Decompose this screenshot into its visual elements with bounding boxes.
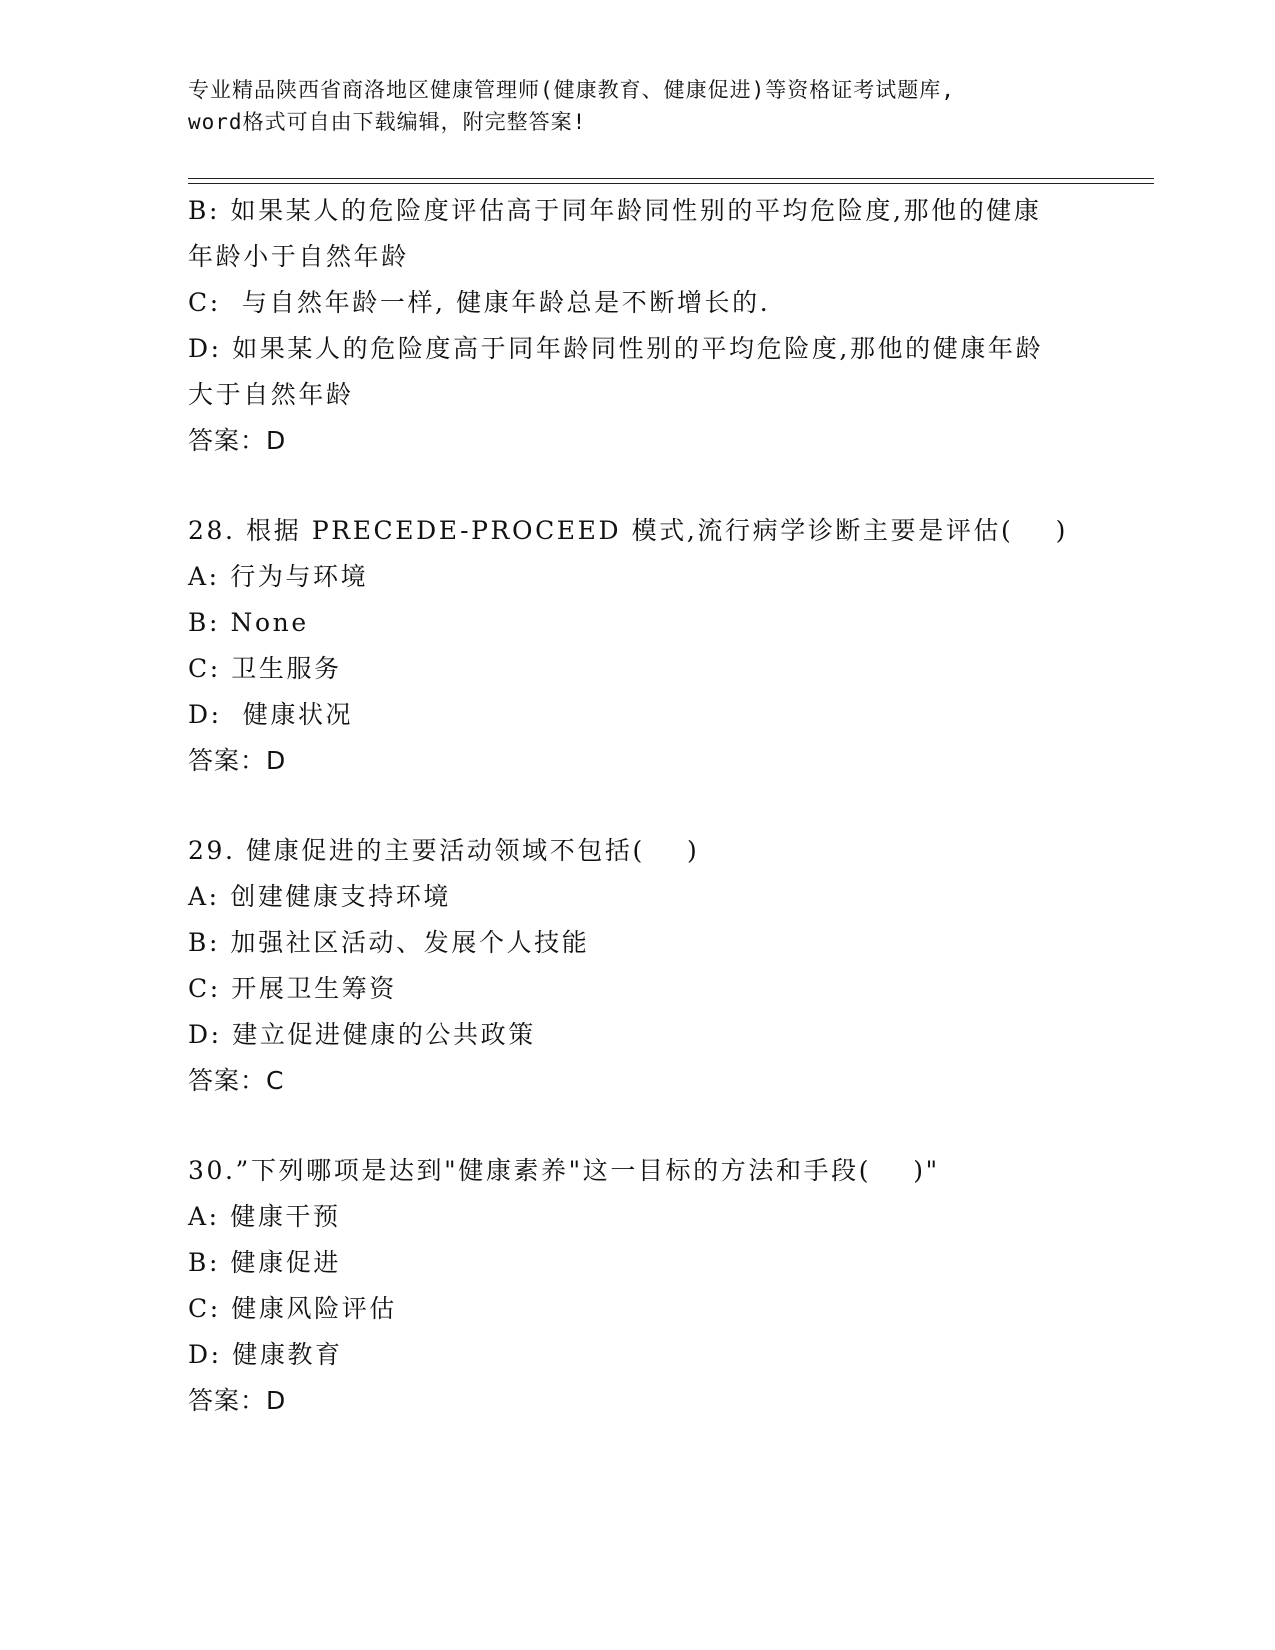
option-a: A: 健康干预 — [188, 1202, 341, 1231]
option-c: C: 健康风险评估 — [188, 1294, 397, 1323]
header-line-1: 专业精品陕西省商洛地区健康管理师(健康教育、健康促进)等资格证考试题库, — [188, 78, 955, 102]
header-divider-top — [188, 178, 1154, 179]
header-divider-bottom — [188, 183, 1154, 184]
question-block — [188, 508, 1154, 784]
answer-label: 答案：C — [188, 1066, 285, 1095]
option-d: D: 如果某人的危险度高于同年龄同性别的平均危险度,那他的健康年龄大于自然年龄 — [188, 334, 1044, 409]
answer-label: 答案：D — [188, 746, 287, 775]
option-d: D: 健康教育 — [188, 1340, 343, 1369]
option-b: B: None — [188, 608, 309, 637]
question-stem: 29. 健康促进的主要活动领域不包括( ) — [188, 836, 700, 865]
question-stem: 28. 根据 PRECEDE-PROCEED 模式,流行病学诊断主要是评估( ) — [188, 516, 1068, 545]
question-block — [188, 828, 1154, 1104]
question-block — [188, 1148, 1154, 1424]
header-line-2: word格式可自由下载编辑，附完整答案! — [188, 110, 587, 134]
question-content — [188, 188, 1154, 1424]
option-a: A: 创建健康支持环境 — [188, 882, 452, 911]
question-block-continued — [188, 188, 1154, 464]
option-d: D: 健康状况 — [188, 700, 354, 729]
question-stem: 30.”下列哪项是达到"健康素养"这一目标的方法和手段( )" — [188, 1156, 940, 1185]
option-b: B: 如果某人的危险度评估高于同年龄同性别的平均危险度,那他的健康年龄小于自然年龄 — [188, 196, 1042, 271]
option-c: C: 卫生服务 — [188, 654, 342, 683]
option-c: C: 开展卫生筹资 — [188, 974, 397, 1003]
option-a: A: 行为与环境 — [188, 562, 369, 591]
option-c: C: 与自然年龄一样, 健康年龄总是不断增长的. — [188, 288, 771, 317]
option-b: B: 加强社区活动、发展个人技能 — [188, 928, 590, 957]
answer-label: 答案：D — [188, 1386, 287, 1415]
answer-label: 答案：D — [188, 426, 287, 455]
option-d: D: 建立促进健康的公共政策 — [188, 1020, 536, 1049]
option-b: B: 健康促进 — [188, 1248, 341, 1277]
document-header — [188, 74, 1088, 138]
